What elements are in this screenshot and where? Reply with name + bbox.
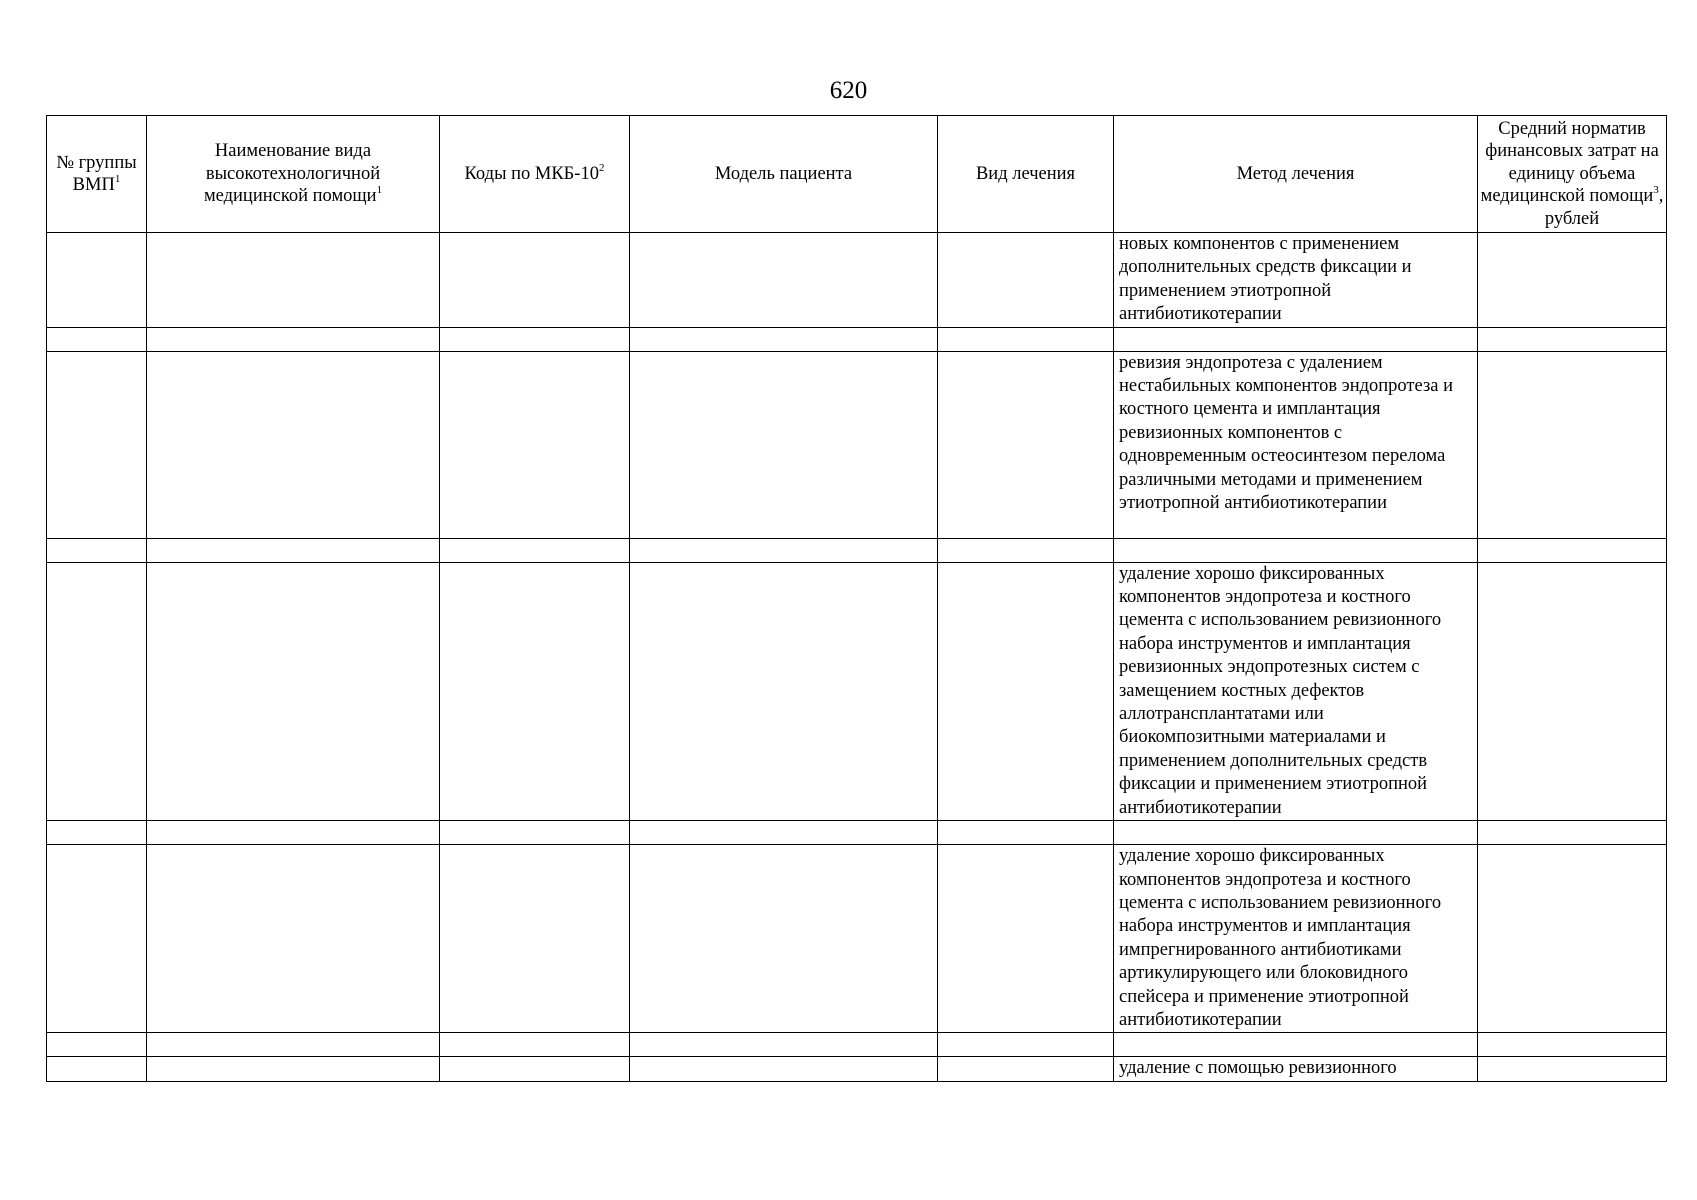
vmp-table — [46, 115, 1667, 1082]
table-row-empty — [47, 821, 1667, 845]
header-care-type: Наименование вида высокотехнологичной медицинской помощи$^1$ — [147, 116, 440, 233]
table-row — [47, 1057, 1667, 1081]
table-row-empty — [47, 1033, 1667, 1057]
table-row-empty — [47, 327, 1667, 351]
table-row — [47, 562, 1667, 820]
header-group-no: № группы ВМП$^1$ — [47, 116, 147, 233]
header-treatment-method: Метод лечения — [1114, 116, 1478, 233]
header-patient-model: Модель пациента — [630, 116, 938, 233]
method-cell: ревизия эндопротеза с удалением нестабильных компонентов эндопротеза и костного цемента и имплантация ревизионных компонентов с одновременным остеосинтезом перелома различными методами и применением этиотропной антибиотикотерапии — [1114, 351, 1478, 538]
table-row — [47, 845, 1667, 1033]
table-row — [47, 351, 1667, 538]
method-cell: удаление хорошо фиксированных компонентов эндопротеза и костного цемента с использованием ревизионного набора инструментов и имплантация импрегнированного антибиотиками артикулирующего или блоковидного спейсера и применение этиотропной антибиотикотерапии — [1114, 845, 1478, 1033]
table-row — [47, 233, 1667, 328]
header-treatment-type: Вид лечения — [938, 116, 1114, 233]
method-cell: новых компонентов с применением дополнительных средств фиксации и применением этиотропной антибиотикотерапии — [1114, 233, 1478, 328]
method-cell: удаление с помощью ревизионного — [1114, 1057, 1478, 1081]
table-row-empty — [47, 538, 1667, 562]
header-cost-norm: Средний норматив финансовых затрат на единицу объема медицинской помощи$^3$, рублей — [1478, 116, 1667, 233]
header-row — [47, 116, 1667, 233]
header-icd-codes: Коды по МКБ-$10^2$ — [440, 116, 630, 233]
method-cell: удаление хорошо фиксированных компонентов эндопротеза и костного цемента с использованием ревизионного набора инструментов и имплантация ревизионных эндопротезных систем с замещением костных дефектов аллотрансплантатами или биокомпозитными материалами и применением дополнительных средств фиксации и применением этиотропной антибиотикотерапии — [1114, 562, 1478, 820]
page-number: 620 — [829, 77, 868, 104]
